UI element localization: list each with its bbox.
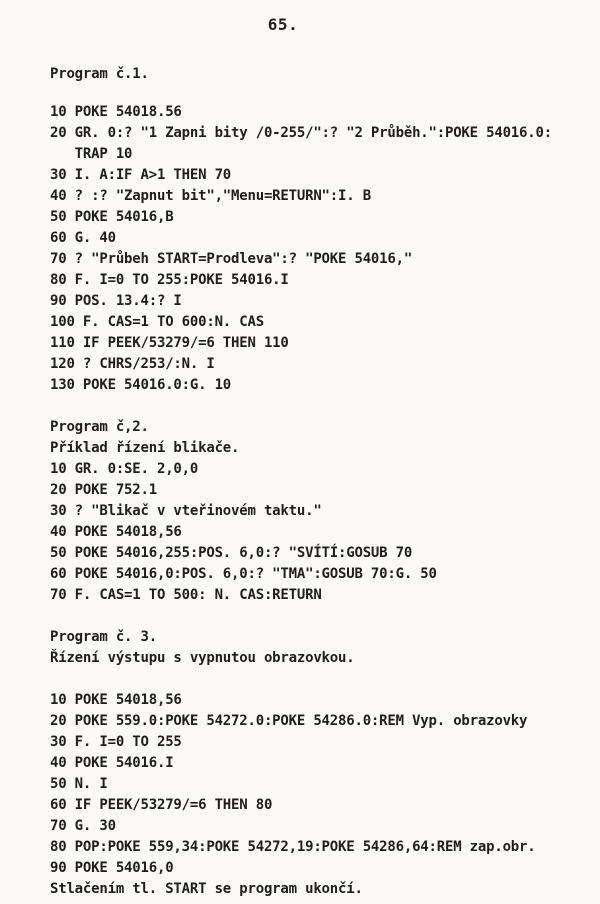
code-listing: [50, 690, 585, 879]
program-section: [50, 64, 585, 396]
code-line: 60 IF PEEK/53279/=6 THEN 80: [50, 797, 273, 813]
section-description: Příklad řízení blikače.: [50, 440, 240, 456]
closing-note: Stlačením tl. START se program ukončí.: [50, 881, 363, 897]
code-line: 10 GR. 0:SE. 2,0,0: [50, 461, 199, 477]
code-line: 20 POKE 752.1: [50, 482, 157, 498]
section-heading: Program č,2.: [50, 419, 149, 435]
code-line: 10 POKE 54018,56: [50, 692, 182, 708]
code-line: 30 F. I=0 TO 255: [50, 734, 182, 750]
code-line: 90 POS. 13.4:? I: [50, 293, 182, 309]
code-line: 20 POKE 559.0:POKE 54272.0:POKE 54286.0:REM Vyp. obrazovky: [50, 713, 528, 729]
code-line: 30 I. A:IF A>1 THEN 70: [50, 167, 232, 183]
code-listing: [50, 102, 585, 396]
page-number: 65.: [267, 15, 299, 34]
code-line: 30 ? "Blikač v vteřinovém taktu.": [50, 503, 322, 519]
code-line: TRAP 10: [50, 146, 133, 162]
code-line: 110 IF PEEK/53279/=6 THEN 110: [50, 335, 289, 351]
section-description: Řízení výstupu s vypnutou obrazovkou.: [50, 650, 355, 666]
code-line: 80 POP:POKE 559,34:POKE 54272,19:POKE 54286,64:REM zap.obr.: [50, 839, 536, 855]
code-line: 60 POKE 54016,0:POS. 6,0:? "TMA":GOSUB 70:G. 50: [50, 566, 437, 582]
code-line: 70 ? "Průbeh START=Prodleva":? "POKE 54016,": [50, 251, 413, 267]
program-listings: [50, 64, 585, 900]
code-line: 70 F. CAS=1 TO 500: N. CAS:RETURN: [50, 587, 322, 603]
code-listing: [50, 459, 585, 606]
code-line: 130 POKE 54016.0:G. 10: [50, 377, 232, 393]
code-line: 120 ? CHRS/253/:N. I: [50, 356, 215, 372]
code-line: 90 POKE 54016,0: [50, 860, 174, 876]
code-line: 10 POKE 54018.56: [50, 104, 182, 120]
code-line: 50 POKE 54016,B: [50, 209, 174, 225]
program-section: [50, 627, 585, 900]
code-line: 50 POKE 54016,255:POS. 6,0:? "SVÍTÍ:GOSUB 70: [50, 545, 413, 561]
code-line: 80 F. I=0 TO 255:POKE 54016.I: [50, 272, 289, 288]
code-line: 20 GR. 0:? "1 Zapni bity /0-255/":? "2 Průběh.":POKE 54016.0:: [50, 125, 552, 141]
section-heading: Program č.1.: [50, 66, 149, 82]
program-section: [50, 417, 585, 606]
code-line: 100 F. CAS=1 TO 600:N. CAS: [50, 314, 264, 330]
code-line: 40 POKE 54018,56: [50, 524, 182, 540]
section-heading: Program č. 3.: [50, 629, 157, 645]
code-line: 40 POKE 54016.I: [50, 755, 174, 771]
code-line: 50 N. I: [50, 776, 108, 792]
code-line: 60 G. 40: [50, 230, 116, 246]
code-line: 40 ? :? "Zapnut bit","Menu=RETURN":I. B: [50, 188, 371, 204]
code-line: 70 G. 30: [50, 818, 116, 834]
